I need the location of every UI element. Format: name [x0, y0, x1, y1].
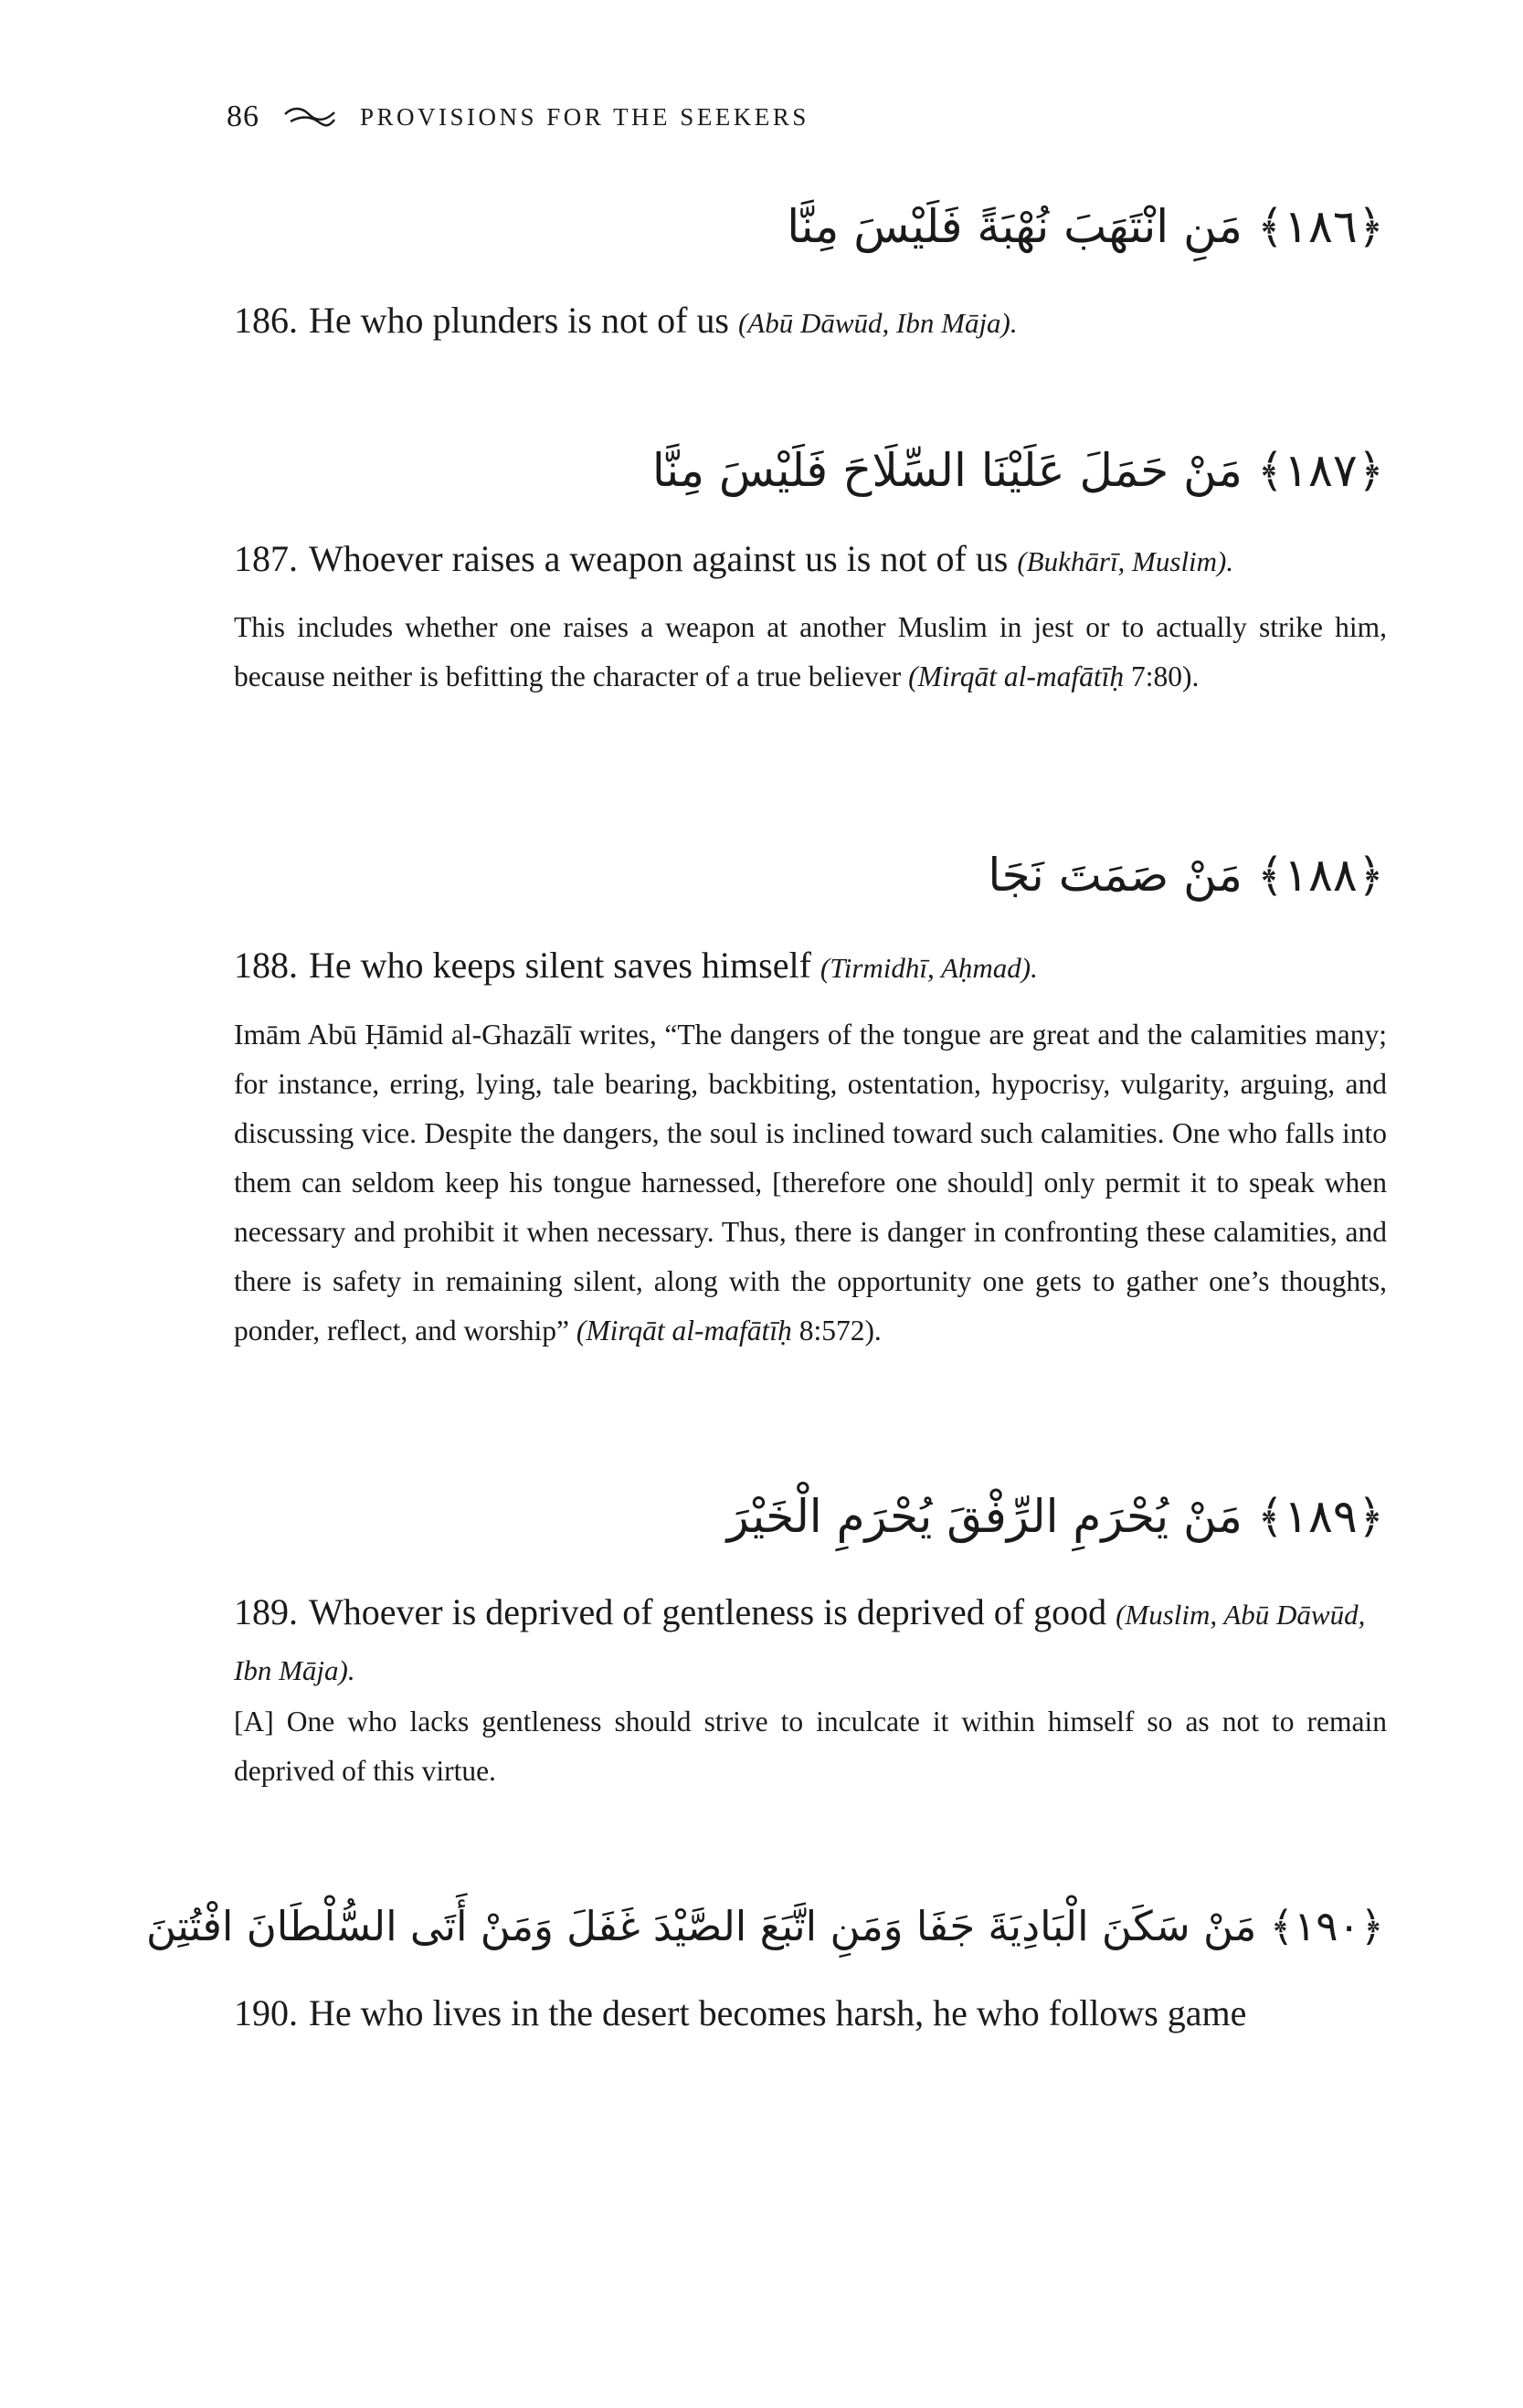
hadith-number: 186.: [234, 300, 298, 341]
hadith-number: 188.: [234, 945, 298, 986]
page-header: [227, 99, 809, 135]
commentary-reference: (Mirqāt al-mafātīḥ: [908, 660, 1125, 692]
commentary-reference-page: 8:572).: [791, 1315, 882, 1347]
arabic-text: مَنْ يُحْرَمِ الرِّفْقَ يُحْرَمِ الْخَيْرَ: [726, 1490, 1243, 1543]
hadith-arabic-189: [727, 1489, 1384, 1544]
commentary-189: [234, 1697, 1387, 1796]
commentary-reference: (Mirqāt al-mafātīḥ: [576, 1315, 792, 1347]
swash-ornament-icon: [283, 103, 336, 131]
arabic-number: ﴿١٨٨﴾: [1256, 849, 1384, 902]
arabic-text: مَنْ صَمَتَ نَجَا: [988, 849, 1243, 902]
arabic-text: مَنْ سَكَنَ الْبَادِيَةَ جَفَا وَمَنِ اتَّبَعَ الصَّيْدَ غَفَلَ وَمَنْ أَتَى السُّلْطَانَ افْتُتِنَ: [145, 1902, 1257, 1950]
page-number: 86: [227, 100, 259, 133]
hadith-source: (Bukhārī, Muslim).: [1017, 545, 1234, 577]
hadith-source: (Tirmidhī, Aḥmad).: [820, 952, 1038, 984]
hadith-source: (Muslim, Abū Dāwūd, Ibn Māja).: [234, 1599, 1366, 1686]
hadith-number: 189.: [234, 1591, 298, 1632]
hadith-number: 187.: [234, 538, 298, 579]
hadith-english-186: [234, 294, 1387, 350]
arabic-number: ﴿١٨٩﴾: [1256, 1490, 1384, 1543]
commentary-text: This includes whether one raises a weapon at another Muslim in jest or to actually strike him, because neither is befitting the character of a true believer: [234, 611, 1387, 692]
hadith-source: (Abū Dāwūd, Ibn Māja).: [737, 307, 1018, 339]
hadith-translation: He who lives in the desert becomes harsh, he who follows game: [309, 1992, 1247, 2033]
arabic-text: مَنْ حَمَلَ عَلَيْنَا السِّلَاحَ فَلَيْسَ مِنَّا: [651, 444, 1243, 497]
arabic-number: ﴿١٩٠﴾: [1269, 1902, 1384, 1950]
commentary-text: [A] One who lacks gentleness should strive to inculcate it within himself so as not to remain deprived of this virtue.: [234, 1706, 1387, 1787]
hadith-arabic-190: [146, 1902, 1384, 1951]
hadith-english-190: [234, 1987, 1387, 2040]
commentary-text: Imām Abū Ḥāmid al-Ghazālī writes, “The dangers of the tongue are great and the calamities many; for instance, erring, lying, tale bearing, backbiting, ostentation, hypocrisy, vulgarity, arguing, and discussing vice. Despite the dangers, the soul is inclined toward such calamities. One who falls into them can seldom keep his tongue harnessed, [therefore one should] only permit it to speak when necessary and prohibit it when necessary. Thus, there is danger in confronting these calamities, and there is safety in remaining silent, along with the opportunity one gets to gather one’s thoughts, ponder, reflect, and worship”: [234, 1019, 1387, 1347]
hadith-english-189: [234, 1586, 1387, 1697]
hadith-number: 190.: [234, 1992, 298, 2033]
hadith-translation: Whoever raises a weapon against us is not of us: [309, 538, 1009, 579]
hadith-translation: He who plunders is not of us: [309, 300, 729, 341]
commentary-187: [234, 603, 1387, 702]
commentary-188: [234, 1010, 1387, 1356]
arabic-number: ﴿١٨٧﴾: [1256, 444, 1384, 497]
hadith-translation: He who keeps silent saves himself: [309, 945, 811, 986]
hadith-arabic-186: [787, 199, 1384, 254]
running-head: PROVISIONS FOR THE SEEKERS: [360, 102, 809, 131]
commentary-reference-page: 7:80).: [1124, 660, 1200, 692]
hadith-translation: Whoever is deprived of gentleness is deprived of good: [309, 1591, 1107, 1632]
hadith-english-188: [234, 939, 1387, 995]
arabic-text: مَنِ انْتَهَبَ نُهْبَةً فَلَيْسَ مِنَّا: [787, 200, 1243, 253]
hadith-arabic-187: [652, 443, 1384, 498]
hadith-arabic-188: [988, 848, 1384, 903]
arabic-number: ﴿١٨٦﴾: [1256, 200, 1384, 253]
hadith-english-187: [234, 533, 1387, 588]
